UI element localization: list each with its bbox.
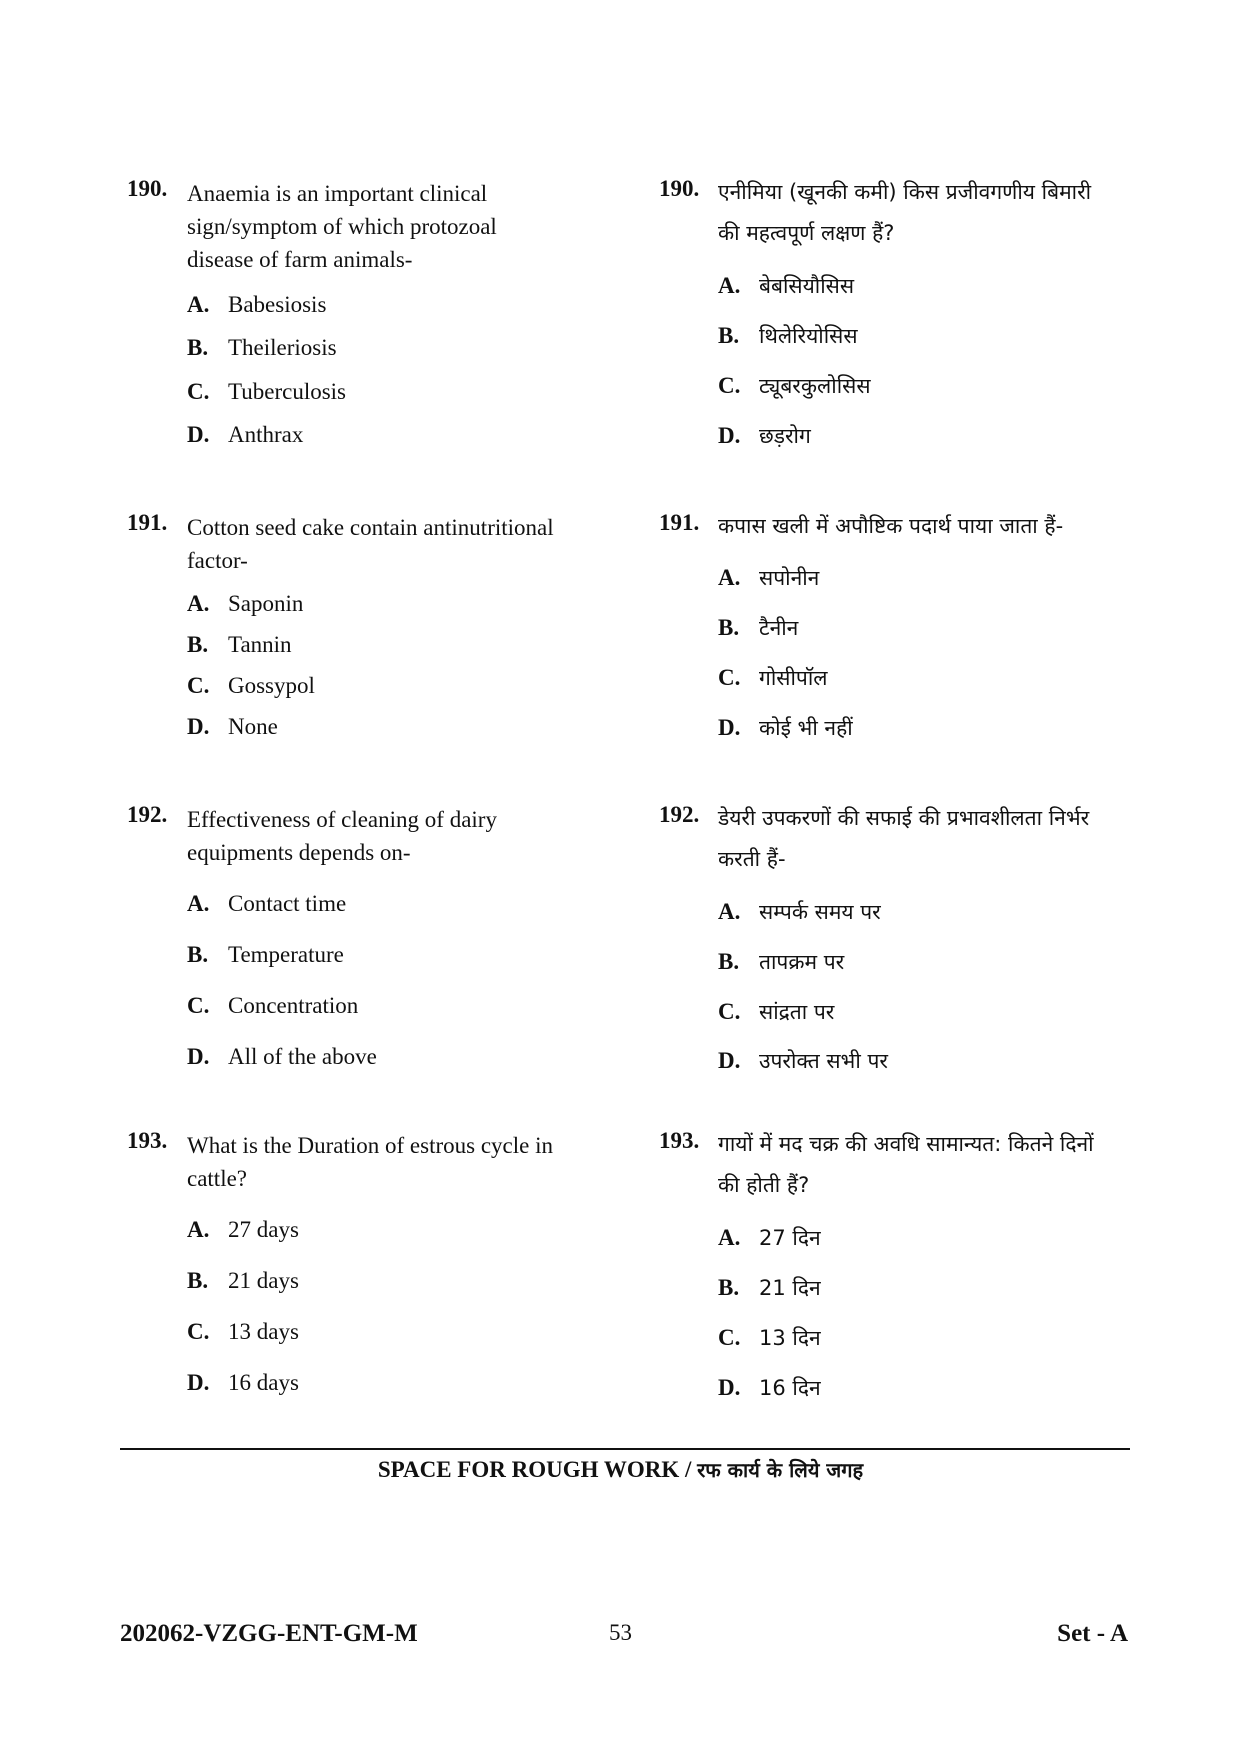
option-a: A. 27 days: [187, 1217, 299, 1242]
question-number: 193.: [659, 1128, 700, 1153]
option-b: B. तापक्रम पर: [718, 949, 845, 974]
question-number: 191.: [127, 510, 168, 535]
option-b: B. थिलेरियोसिस: [718, 323, 858, 348]
question-text: Effectiveness of cleaning of dairy equipments depends on-: [187, 807, 497, 865]
option-b: B. टैनीन: [718, 615, 799, 640]
option-b: B. Temperature: [187, 942, 344, 967]
page-number: 53: [609, 1620, 632, 1645]
option-a: A. Saponin: [187, 591, 304, 616]
paper-code: 202062-VZGG-ENT-GM-M: [120, 1620, 418, 1647]
option-c: C. 13 दिन: [718, 1325, 821, 1350]
option-d: D. All of the above: [187, 1044, 377, 1069]
option-d: D. Anthrax: [187, 422, 304, 447]
option-a: A. बेबसियौसिस: [718, 273, 855, 298]
option-d: D. उपरोक्त सभी पर: [718, 1048, 888, 1073]
set-label: Set - A: [1057, 1620, 1128, 1647]
option-c: C. सांद्रता पर: [718, 999, 835, 1024]
option-c: C. Tuberculosis: [187, 379, 346, 404]
option-b: B. Theileriosis: [187, 335, 337, 360]
option-c: C. 13 days: [187, 1319, 299, 1344]
question-text: Anaemia is an important clinical sign/symptom of which protozoal disease of farm animals-: [187, 181, 497, 272]
question-text: गायों में मद चक्र की अवधि सामान्यत: कितने दिनों की होती हैं?: [718, 1132, 1094, 1197]
question-text: Cotton seed cake contain antinutritional factor-: [187, 515, 554, 573]
rough-work-label: SPACE FOR ROUGH WORK / रफ कार्य के लिये जगह: [377, 1457, 864, 1482]
question-text: डेयरी उपकरणों की सफाई की प्रभावशीलता निर्भर करती हैं-: [718, 806, 1090, 871]
question-number: 190.: [659, 176, 700, 201]
option-a: A. सम्पर्क समय पर: [718, 899, 881, 924]
option-d: D. None: [187, 714, 278, 739]
option-a: A. Contact time: [187, 891, 347, 916]
question-number: 192.: [127, 802, 168, 827]
option-a: A. 27 दिन: [718, 1225, 821, 1250]
option-a: A. Babesiosis: [187, 292, 327, 317]
option-a: A. सपोनीन: [718, 565, 820, 590]
question-number: 193.: [127, 1128, 168, 1153]
option-b: B. Tannin: [187, 632, 292, 657]
option-d: D. कोई भी नहीं: [718, 715, 853, 740]
question-text: एनीमिया (खूनकी कमी) किस प्रजीवगणीय बिमारी की महत्वपूर्ण लक्षण हैं?: [718, 180, 1092, 245]
option-b: B. 21 days: [187, 1268, 299, 1293]
option-c: C. ट्यूबरकुलोसिस: [718, 373, 871, 398]
option-d: D. 16 दिन: [718, 1375, 821, 1400]
question-number: 190.: [127, 176, 168, 201]
rough-work-divider: [120, 1448, 1130, 1450]
option-b: B. 21 दिन: [718, 1275, 821, 1300]
option-c: C. Gossypol: [187, 673, 315, 698]
option-c: C. गोसीपॉल: [718, 665, 828, 690]
option-d: D. छड़रोग: [718, 423, 811, 448]
question-number: 192.: [659, 802, 700, 827]
option-c: C. Concentration: [187, 993, 359, 1018]
question-number: 191.: [659, 510, 700, 535]
option-d: D. 16 days: [187, 1370, 299, 1395]
question-text: कपास खली में अपौष्टिक पदार्थ पाया जाता हैं-: [718, 514, 1064, 538]
question-text: What is the Duration of estrous cycle in cattle?: [187, 1133, 553, 1191]
